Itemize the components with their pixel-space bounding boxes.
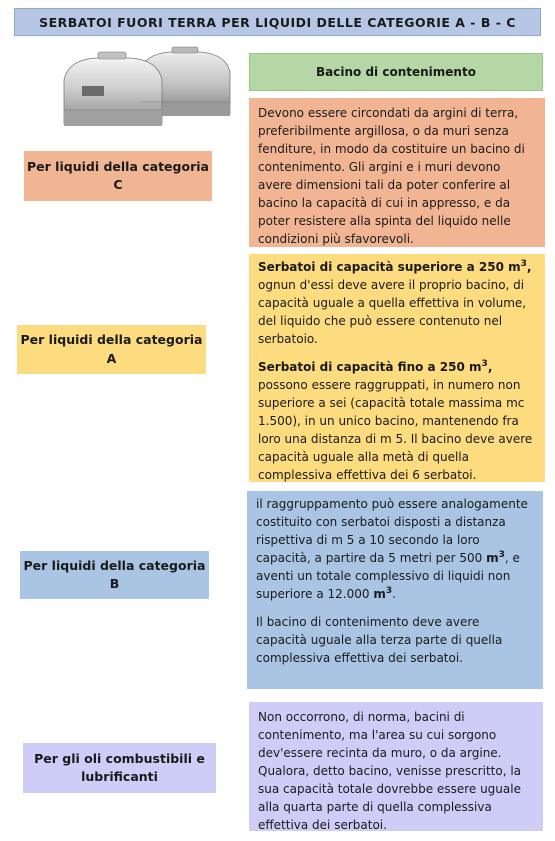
- category-b-paragraph-2: Il bacino di contenimento deve avere capacità uguale alla terza parte di quella complessiva effettiva dei serbatoi.: [256, 615, 503, 665]
- category-a-label: Per liquidi della categoria A: [17, 325, 206, 374]
- tanks-image: [12, 42, 240, 137]
- category-a-text: [249, 254, 545, 482]
- oils-text: Non occorrono, di norma, bacini di contenimento, ma l'area su cui sorgono dev'essere recinta da muro, o da argine. Qualora, detto bacino, venisse prescritto, la sua capacità totale dovrebbe essere uguale alla quarta parte di quella complessiva effettiva dei serbatoi.: [249, 702, 543, 831]
- category-b-label: Per liquidi della categoria B: [20, 551, 209, 599]
- category-a-paragraph-2: Serbatoi di capacità fino a 250 $m^3$, possono essere raggruppati, in numero non superiore a sei (capacità totale massima mc 1.500), in un unico bacino, mantenendo fra loro una distanza di m 5. Il bacino deve avere capacità uguale alla metà di quella complessiva effettiva dei 6 serbatoi.: [258, 359, 533, 482]
- category-a-heading-2: Serbatoi di capacità fino a 250 $m^3$,: [258, 359, 493, 374]
- page-title: SERBATOI FUORI TERRA PER LIQUIDI DELLE CATEGORIE A - B - C: [14, 8, 541, 36]
- category-c-label: Per liquidi della categoria C: [24, 151, 212, 201]
- category-b-text: [247, 491, 543, 689]
- oils-label: Per gli oli combustibili e lubrificanti: [23, 743, 216, 793]
- category-b-paragraph-1: il raggruppamento può essere analogamente costituito con serbatoi disposti a distanza rispettiva di m 5 a 10 secondo la loro capacità, a partire da 5 metri per 500 $m^3$, e aventi un totale complessivo di liquidi non superiore a 12.000 $m^3$.: [256, 497, 528, 601]
- category-a-heading-1: Serbatoi di capacità superiore a 250 $m^3$,: [258, 259, 532, 274]
- fuel-tanks-illustration: [12, 42, 240, 137]
- containment-basin-header: Bacino di contenimento: [249, 53, 543, 91]
- category-c-text: Devono essere circondati da argini di terra, preferibilmente argillosa, o da muri senza fenditure, in modo da costituire un bacino di contenimento. Gli argini e i muri devono avere dimensioni tali da poter conferire al bacino la capacità di cui in appresso, e da poter resistere alla spinta del liquido nelle condizioni più sfavorevoli.: [249, 98, 545, 247]
- category-a-paragraph-1: Serbatoi di capacità superiore a 250 $m^3$, ognun d'essi deve avere il proprio bacino, di capacità uguale a quella effettiva in volume, del liquido che può essere contenuto nel serbatoio.: [258, 259, 532, 346]
